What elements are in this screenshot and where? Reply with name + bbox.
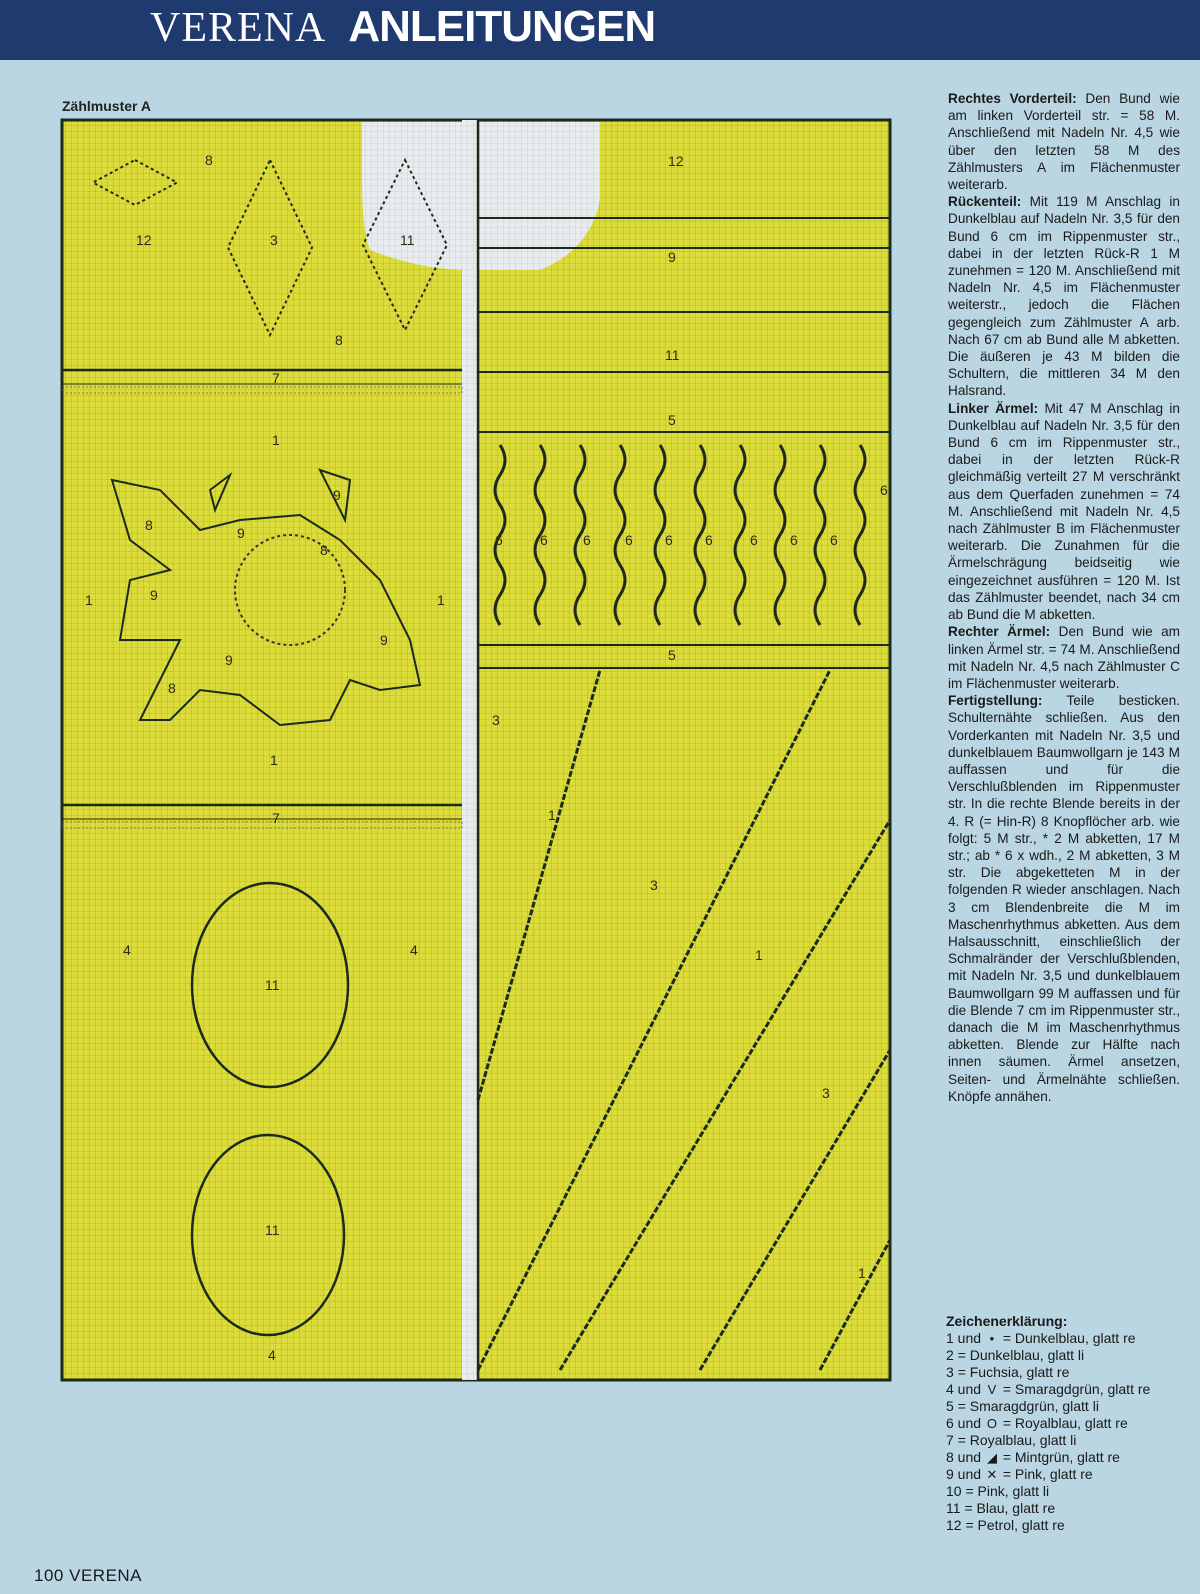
legend-text: = Mintgrün, glatt re	[1002, 1449, 1120, 1465]
chart-number-label: 6	[583, 532, 591, 548]
instruction-heading: Rechtes Vorderteil:	[948, 91, 1077, 106]
chart-number-label: 6	[705, 532, 713, 548]
chart-number-label: 6	[625, 532, 633, 548]
legend-text: = Petrol, glatt re	[965, 1517, 1065, 1533]
instruction-body: Mit 119 M Anschlag in Dunkelblau auf Nadeln Nr. 3,5 für den Bund 6 cm im Rippenmuster str., dabei in der letzten Rück-R 1 M zunehmen = 120 M. Anschließend mit Nadeln Nr. 4,5 im Flächenmuster weiterstr., jedoch die Flächen gegengleich zum Zählmuster A arb. Nach 67 cm ab Bund alle M abketten. Die äußeren je 43 M bilden die Schultern, die mittleren 34 M den Halsrand.	[948, 194, 1180, 399]
chart-number-label: 6	[540, 532, 548, 548]
legend-number: 10	[946, 1483, 966, 1499]
legend-text: = Smaragdgrün, glatt li	[957, 1398, 1099, 1414]
legend-text: = Fuchsia, glatt re	[957, 1364, 1070, 1380]
instruction-body: Den Bund wie am linken Vorderteil str. = 58 M. Anschließend mit Nadeln Nr. 4,5 wie über den letzten 58 M des Zählmusters A im Flächenmuster weiterarb.	[948, 91, 1180, 193]
instruction-paragraph	[948, 623, 1180, 692]
legend-number: 4 und	[946, 1381, 985, 1397]
chart-number-label: 11	[265, 1222, 280, 1238]
legend-item	[946, 1381, 1186, 1398]
chart-number-label: 11	[400, 232, 415, 248]
separator-strip	[462, 120, 478, 1380]
legend-item	[946, 1330, 1186, 1347]
chart-number-label: 8	[168, 680, 176, 696]
legend-number: 12	[946, 1517, 966, 1533]
chart-number-label: 4	[123, 942, 131, 958]
chart-number-label: 11	[265, 977, 280, 993]
chart-number-label: 9	[380, 632, 388, 648]
legend-symbol-icon: •	[989, 1331, 995, 1346]
legend-symbol-icon: ✕	[986, 1467, 998, 1482]
instruction-heading: Rechter Ärmel:	[948, 624, 1051, 640]
instruction-body: Mit 47 M Anschlag in Dunkelblau auf Nadeln Nr. 3,5 für den Bund 6 cm im Rippenmuster str., dabei in der letzten Rück-R gleichmäßig verteilt 27 M verschränkt aus dem Querfaden zunehmen = 74 M. Anschließend mit Nadeln Nr. 4,5 nach Zählmuster B im Flächenmuster weiterarb. Die Zunahmen für die Ärmelschrägung beidseitig wie eingezeichnet ausführen = 120 M. Ist das Zählmuster beendet, nach 34 cm ab Bund die M abketten.	[948, 400, 1180, 623]
chart-number-label: 12	[668, 153, 684, 169]
chart-number-label: 8	[320, 542, 328, 558]
legend-number: 8 und	[946, 1449, 985, 1465]
chart-number-label: 7	[272, 810, 280, 826]
instruction-body: Den Bund wie am linken Ärmel str. = 74 M. Anschließend mit Nadeln Nr. 4,5 nach Zählmuster C im Flächenmuster weiterarb.	[948, 624, 1181, 691]
instruction-paragraph	[948, 90, 1180, 193]
chart-number-label: 9	[668, 249, 676, 265]
chart-number-label: 9	[333, 487, 341, 503]
legend-text: = Dunkelblau, glatt li	[957, 1347, 1085, 1363]
legend-number: 3	[946, 1364, 958, 1380]
section-title: ANLEITUNGEN	[348, 2, 656, 51]
legend-number: 11	[946, 1500, 965, 1516]
chart-number-label: 4	[410, 942, 418, 958]
legend-item	[946, 1415, 1186, 1432]
legend-text: = Royalblau, glatt li	[957, 1432, 1077, 1448]
legend-text: = Royalblau, glatt re	[1002, 1415, 1128, 1431]
page-footer	[34, 1566, 142, 1586]
pattern-caption: Zählmuster A	[62, 98, 151, 114]
chart-number-label: 6	[665, 532, 673, 548]
legend-item	[946, 1398, 1186, 1415]
chart-number-label: 4	[268, 1347, 276, 1363]
chart-number-label: 7	[272, 370, 280, 386]
legend-text: = Blau, glatt re	[964, 1500, 1056, 1516]
chart-number-label: 9	[225, 652, 233, 668]
chart-number-label: 6	[830, 532, 838, 548]
chart-number-label: 1	[858, 1265, 866, 1281]
chart-number-label: 9	[150, 587, 158, 603]
legend-item	[946, 1449, 1186, 1466]
legend-item	[946, 1347, 1186, 1364]
chart-number-label: 8	[205, 152, 213, 168]
chart-number-label: 6	[750, 532, 758, 548]
chart-number-label: 1	[755, 947, 763, 963]
legend-number: 7	[946, 1432, 958, 1448]
instruction-body: Teile besticken. Schulternähte schließen. Aus den Vorderkanten mit Nadeln Nr. 3,5 und dunkelblauem Baumwollgarn je 143 M auffassen und für die Verschlußblenden im Rippenmuster str. In die rechte Blende bereits in der 4. R (= Hin-R) 8 Knopflöcher arb. wie folgt: 5 M str., * 2 M abketten, 17 M str.; ab * 6 x wdh., 2 M abketten, 3 M str. Die abgeketteten M in der folgenden R wieder anschlagen. Nach 3 cm Blendenbreite die M im Maschenrhythmus abketten. Aus dem Halsausschnitt, einschließlich der Schmalränder der Verschlußblenden, mit Nadeln Nr. 3,5 und dunkelblauem Baumwollgarn 99 M auffassen und für die Blende 7 cm im Rippenmuster str., danach die M im Maschenrhythmus abketten. Blende zur Hälfte nach innen säumen. Ärmel ansetzen, Seiten- und Ärmelnähte schließen. Knöpfe annähen.	[948, 693, 1180, 1104]
chart-number-label: 1	[272, 432, 280, 448]
legend-number: 2	[946, 1347, 958, 1363]
instruction-heading: Fertigstellung:	[948, 693, 1043, 709]
legend-symbol-icon: ◢	[986, 1450, 997, 1465]
legend-text: = Smaragdgrün, glatt re	[1002, 1381, 1151, 1397]
chart-number-label: 11	[665, 347, 680, 363]
chart-number-label: 8	[335, 332, 343, 348]
chart-number-label: 1	[270, 752, 278, 768]
legend-symbol-icon: O	[986, 1416, 997, 1431]
legend-number: 1 und	[946, 1330, 985, 1346]
chart-number-label: 6	[790, 532, 798, 548]
chart-number-label: 1	[548, 807, 556, 823]
chart-number-label: 6	[880, 482, 888, 498]
instruction-heading: Rückenteil:	[948, 194, 1022, 210]
legend-text: = Pink, glatt re	[1002, 1466, 1093, 1482]
instruction-paragraph	[948, 193, 1180, 399]
chart-number-label: 9	[237, 525, 245, 541]
legend-item	[946, 1500, 1186, 1517]
legend-title: Zeichenerklärung:	[946, 1313, 1068, 1329]
legend	[946, 1313, 1186, 1534]
chart-number-label: 1	[437, 592, 445, 608]
page-number: 100	[34, 1566, 64, 1585]
legend-item	[946, 1517, 1186, 1534]
legend-text: = Dunkelblau, glatt re	[1002, 1330, 1136, 1346]
legend-number: 5	[946, 1398, 958, 1414]
chart-number-label: 3	[270, 232, 278, 248]
chart-number-label: 3	[650, 877, 658, 893]
legend-text: = Pink, glatt li	[965, 1483, 1050, 1499]
chart-number-label: 6	[495, 532, 503, 548]
instruction-heading: Linker Ärmel:	[948, 400, 1039, 416]
chart-number-label: 12	[136, 232, 152, 248]
legend-symbol-icon: V	[987, 1382, 997, 1397]
chart-number-label: 3	[492, 712, 500, 728]
legend-item	[946, 1432, 1186, 1449]
chart-number-label: 5	[668, 647, 676, 663]
legend-item	[946, 1483, 1186, 1500]
chart-number-label: 3	[822, 1085, 830, 1101]
brand-logo: VERENA	[150, 5, 327, 51]
instructions-text	[948, 90, 1180, 1105]
legend-item	[946, 1364, 1186, 1381]
legend-item	[946, 1466, 1186, 1483]
footer-brand: VERENA	[69, 1566, 143, 1585]
instruction-paragraph	[948, 400, 1180, 624]
legend-number: 6 und	[946, 1415, 985, 1431]
chart-number-label: 1	[85, 592, 93, 608]
instruction-paragraph	[948, 692, 1180, 1105]
chart-number-label: 5	[668, 412, 676, 428]
chart-number-label: 8	[145, 517, 153, 533]
legend-number: 9 und	[946, 1466, 985, 1482]
